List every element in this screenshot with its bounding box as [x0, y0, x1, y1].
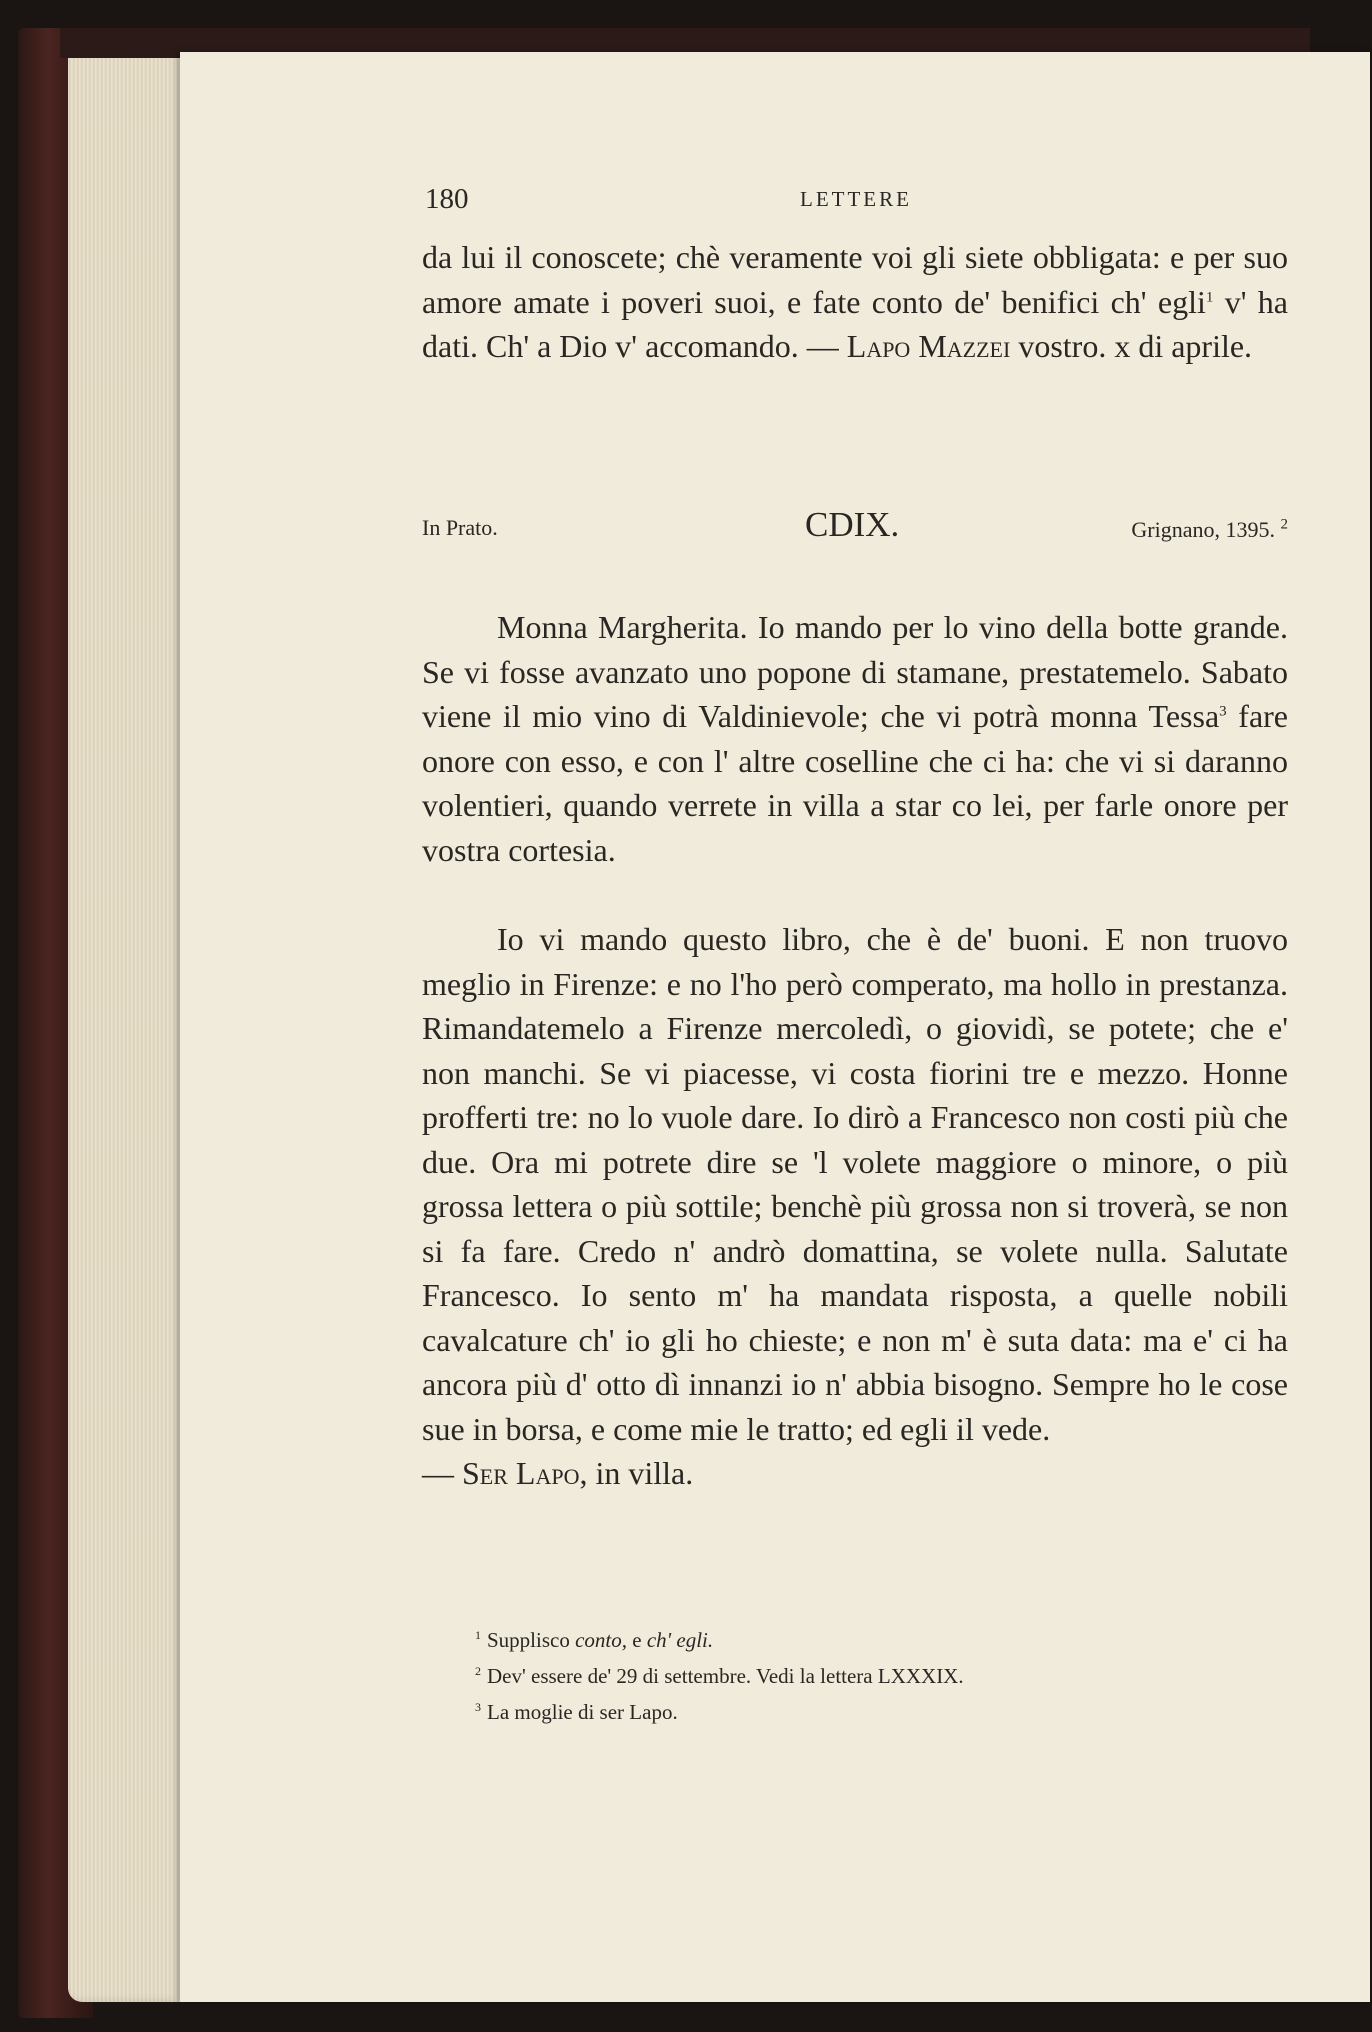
footnote-ref: 3 [1219, 703, 1227, 720]
footnote-number: 2 [475, 1664, 481, 1678]
footnote-text: Dev' essere de' 29 di settembre. Vedi la lettera LXXXIX. [487, 1664, 964, 1688]
signature: Ser Lapo [462, 1455, 580, 1491]
footnote-italic: conto, [575, 1628, 627, 1652]
footnote-text: Supplisco [487, 1628, 576, 1652]
footnote-text: La moglie di ser Lapo. [487, 1700, 678, 1724]
footnote-3 [475, 1692, 1235, 1728]
letter-paragraph-2 [422, 917, 1288, 1496]
footnote-ref: 2 [1280, 516, 1288, 533]
sign-prefix: — [422, 1455, 462, 1491]
footnote-number: 3 [475, 1700, 481, 1714]
letter-date [1131, 517, 1288, 543]
letter-place: In Prato. [422, 515, 498, 540]
footnote-2 [475, 1656, 1235, 1692]
footnotes [475, 1620, 1235, 1728]
footnote-italic: ch' egli. [646, 1628, 714, 1652]
previous-letter-closing: vostro. x di aprile. [1010, 328, 1253, 364]
letter-heading [422, 505, 1288, 555]
footnote-text: e [627, 1628, 647, 1652]
letter-number: CDIX. [805, 505, 900, 544]
paragraph-text: Io vi mando questo libro, che è de' buoni. E non truovo meglio in Firenze: e no l'ho però comperato, ma hollo in prestanza. Rimandatemelo a Firenze mercoledì, o giovidì, se potete; che e' non manchi. Se vi piacesse, vi costa fiorini tre e mezzo. Honne profferti tre: no lo vuole dare. Io dirò a Francesco non costi più che due. Ora mi potrete dire se 'l volete maggiore o minore, o più grossa lettera o più sottile; benchè più grossa non si troverà, se non si fa fare. Credo n' andrò domattina, se volete nulla. Salutate Francesco. Io sento m' ha mandata risposta, a quelle nobili cavalcature ch' io gli ho chieste; e non m' è suta data: ma e' ci ha ancora più d' otto dì innanzi io n' abbia bisogno. Sempre ho le cose sue in borsa, e come mie le tratto; ed egli il vede. [422, 921, 1288, 1447]
paragraph-text: fare onore con esso, e con l' altre coselline che ci ha: che vi si daranno volentieri, quando verrete in villa a star co lei, per farle onore per vostra cortesia. [422, 698, 1289, 868]
sign-suffix: , in villa. [579, 1455, 694, 1491]
page-header [425, 183, 925, 223]
signature: Lapo Mazzei [846, 328, 1011, 364]
footnote-1 [475, 1620, 1235, 1656]
running-head: LETTERE [800, 187, 912, 211]
previous-letter-text: v' ha dati. Ch' a Dio v' accomando. — [422, 283, 1289, 364]
page-number: 180 [425, 183, 469, 215]
letter-date-text: Grignano, 1395. [1131, 517, 1275, 542]
previous-letter-ending [422, 235, 1288, 369]
footnote-number: 1 [475, 1628, 481, 1642]
footnote-ref: 1 [1205, 288, 1214, 305]
paragraph-text: Monna Margherita. Io mando per lo vino della botte grande. Se vi fosse avanzato uno popone di stamane, prestatemelo. Sabato viene il mio vino di Valdinievole; che vi potrà monna Tessa [422, 609, 1288, 734]
letter-paragraph-1 [422, 605, 1288, 872]
previous-letter-text: da lui il conoscete; chè veramente voi gli siete obbligata: e per suo amore amate i poveri suoi, e fate conto de' benifici ch' egli [422, 239, 1288, 320]
page-stack-edge [68, 42, 188, 2002]
